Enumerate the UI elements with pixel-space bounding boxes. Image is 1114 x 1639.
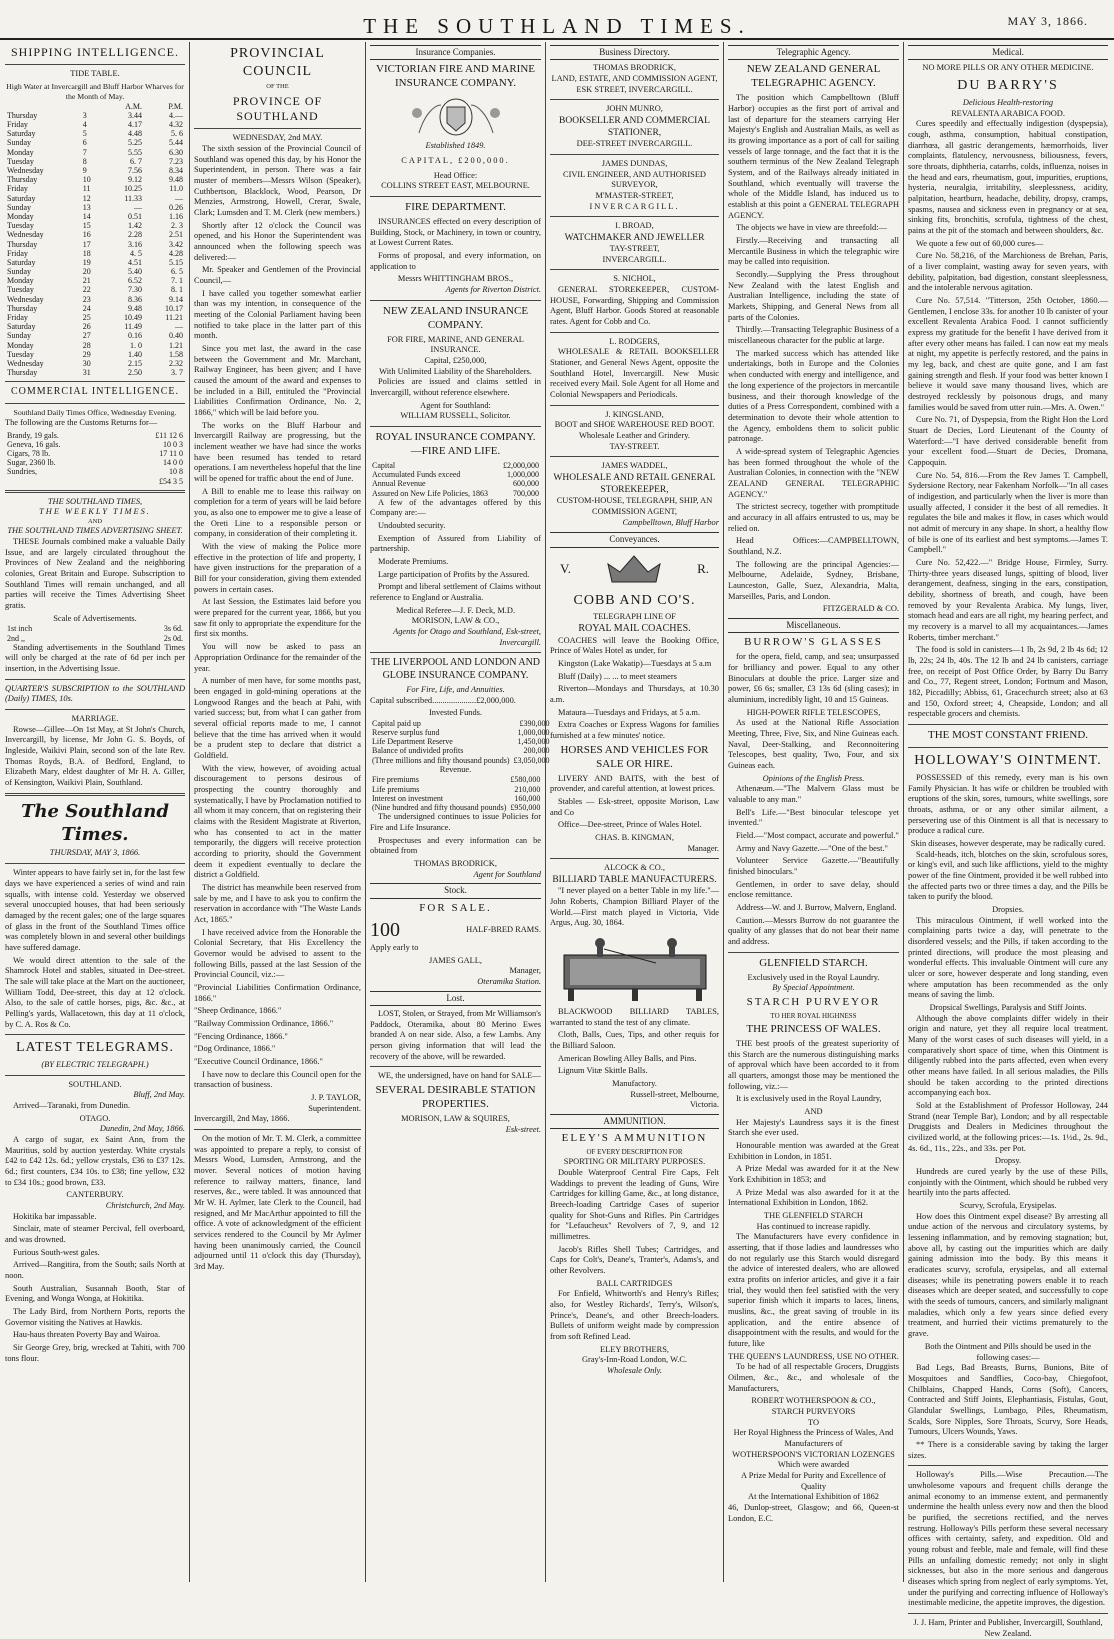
agency-paragraph: Thirdly.—Transacting Telegraphic Business of a miscellaneous character for the public at large. [728,325,899,346]
for-sale-title: FOR SALE. [419,901,492,914]
tide-row: Sunday 6 5.25 5.44 [7,138,183,148]
telegram-item: South Australian, Susannah Booth, Star of Evening, and Wonga Wonga, at Hokitika. [5,1283,185,1304]
advantage-item: Exemption of Assured from Liability of partnership. [370,533,541,554]
telegram-item: Hau-haus threaten Poverty Bay and Wairoa. [13,1330,161,1340]
horses-title: HORSES AND VEHICLES FOR SALE OR HIRE. [560,743,709,770]
column-rule [903,42,904,1582]
telegraphic-body [728,93,899,602]
ammunition-section: AMMUNITION. [550,1114,719,1129]
cure-testimonial: Cure No. 54, 816.—From the Rev James T. Campbell, Sydersione Rectory, near Fakenham Norfolk—"In all cases of indigestion, and particularly when the liver is more than usually affected, I consider it the best of all remedies. It regulates the bile and makes it flow, in cases which would not admit of mercury in any shape. In short, a healthy flow of bile is one of its earliest and best symptoms.—James T. Campbell." [908,470,1108,555]
telegraphic-title: NEW ZEALAND GENERAL TELEGRAPHIC AGENCY. [746,63,881,90]
listing-broad: I. BROAD, WATCHMAKER AND JEWELLER TAY-STREET, INVERCARGILL. [564,221,705,264]
tide-row: Friday 25 10.49 11.21 [7,313,183,322]
column-insurance: Insurance Companies. VICTORIAN FIRE AND MARINE INSURANCE COMPANY. Established 1849. CAPITAL, £200,000. Head Office: COLLINS STREET EAST, MELBOURNE. FIRE DEPARTMENT. INSURANCES effected on every description of Building, Stock, or Machinery, in town or country, at Lowest Current Rates. Forms of proposal, and every information, on application to Messrs WHITTINGHAM BROS., Agents for Riverton District. NEW ZEALAND INSURANCE COMPANY. FOR FIRE, MARINE, AND GENERAL INSURANCE. Capital, £250,000, With Unlimited Liability of the Shareholders. Policies are issued and claims settled in Invercargill, without reference elsewhere. Agent for Southland: WILLIAM RUSSELL, Solicitor. ROYAL INSURANCE COMPANY.—FIRE AND LIFE. Capital £2,000,000 Accumulated Funds exceed 1,000,000 Annual Revenue 600,000 Assured on New Life Policies, 1863 700,000 A few of the advantages offered by this Company are:— Undoubted security. Exemption of Assured from Liability of partnership. Moderate Premiums. Large participation of Profits by the Assured. Prompt and liberal settlement of Claims without reference to England or Australia. Medical Referee—J. F. Deck, M.D. MORISON, LAW & CO., Agents for Otago and Southland, Esk-street, Invercargill. THE LIVERPOOL AND LONDON AND GLOBE INSURANCE COMPANY. For Fire, Life, and Annuities. Capital subscribed.....................£2,000,000. Invested Funds. Capital paid up £390,000 Reserve surplus fund 1,000,000 Life Department Reserve 1,450,000 Balance of undivided profits 200,000 (Three millions and fifty thousand pounds) £3,050,000 Revenue. Fire premiums £580,000 Life premiums 210,000 Interest on investment 160,000 (Nine hundred and fifty thousand pounds) £950,000 The undersigned continues to issue Policies for Fire and Life Insurance. Prospectuses and every information can be obtained from THOMAS BRODRICK, Agent for Southland Stock. FOR SALE. 100 HALF-BRED RAMS. Apply early to JAMES GALL, Manager, Oteramika Station. Lost. LOST, Stolen, or Strayed, from Mr Williamson's Paddock, Oteramika, about 80 Merino Ewes branded A on near side. Also, a few Lambs. Any person giving information that will lead the recovery of the above, will be rewarded. WE, the undersigned, have on hand for SALE— SEVERAL DESIRABLE STATION PROPERTIES. MORISON, LAW & SQUIRES, Esk-street. [370,47,550,1134]
royal-row: Assured on New Life Policies, 1863 700,000 [372,488,539,498]
revenue-row: Interest on investment 160,000 [372,793,541,803]
telegram-item: The Lady Bird, from Northern Ports, reports the Governor visiting the Natives at Hawkis. [5,1307,185,1327]
station-title: SEVERAL DESIRABLE STATION PROPERTIES. [375,1084,536,1111]
speech-paragraph: Mr. Speaker and Gentlemen of the Provincial Council,— [194,265,361,285]
customs-total: £54 3 5 [159,476,183,486]
shipping-heading: SHIPPING INTELLIGENCE. [11,45,179,59]
coach-schedule-item: Kingston (Lake Wakatip)—Tuesdays at 5 a.m [558,659,712,669]
listing-munro: JOHN MUNRO, BOOKSELLER AND COMMERCIAL STATIONER, DEE-STREET INVERCARGILL. [559,104,710,149]
cure-testimonial: Cure No. 52,422.—" Bridge House, Firmley, Surry. Thirty-three years diseased lungs, spitting of blood, liver derangement, deafness, singing in the ears, constipation, debility, shortness of breath, and cough, have been removed by your Revalenta Arabica. My lungs, liver, stomach head and ears are all right, my hearing perfect, and my recovery is a marvel to all my acquaintances.—James Roberts, timber merchant." [908,558,1108,642]
column-council: PROVINCIAL COUNCIL OF THE PROVINCE OF SOUTHLAND WEDNESDAY, 2nd MAY. The sixth session of the Provincial Council of Southland was opened this day, by his Honor the Superintendent, in person. There was a fair muster of members—Messrs Wilson (Speaker), Cuthbertson, Blacklock, Wood, Pearson, Dr Menzies, Armstrong, Howell, Crerar, Swale, Clark; Lumsden and T. M. Clerk (new members.) Shortly after 12 o'clock the Council was opened, and his Honor the Superintendent was announced when the following speech was delivered:— Mr. Speaker and Gentlemen of the Provincial Council,— I have called you together somewhat earlier than was my intention, in consequence of the meeting of the Colonial Parliament having been notified to take place in the latter part of this month. Since you met last, the award in the case between the Government and Mr. Marchant, Railway Engineer, has been given; and I have caused the amount of the award and expenses to be included in a Bill, entituled the "Provincial Liabilities Confirmation Ordinance, No. 2, 1866," which will be laid before you. The works on the Bluff Harbour and Invercargill Railway are progressing, but the inclement weather we have had since the works have been resumed has tended to retard operations. I am nevertheless hopeful that the line will be opened for traffic about the end of June. A Bill to enable me to lease this railway on completion for a term of years will be laid before you, as also one to empower me to give a lease of the Oreti Line to a responsible person or company, in consideration of their completing it. With the view of making the Police more effective in the protection of life and property, I have given instructions for the preparation of a Bill for your consideration, giving them extended powers in certain cases. At last Session, the Estimates laid before you were prepared for the current year, 1866, but you saw fit only to appropriate the expenditure for the first six months. You will now be asked to pass an Appropriation Ordinance for the remainder of the year. A number of men have, for some months past, been engaged in gold-mining operations at the Longwood Ranges and the beach at Pahi, with varied success; but, from what I can gather from several official reports made to me, I cannot believe that the time has arrived when it would be a prudent step to declare that district a Goldfield. With the view, however, of avoiding actual discouragement to persons desirous of prospecting the country thoroughly and systematically, I have by Proclamation notified to all whom it may concern, that on registering their claims with the Resident Magistrate at Riverton, who has consented to act in the matter temporarily, the diggers will receive protection according to priority, should the Government deem it expedient eventually to declare the district a Goldfield. The district has meanwhile been reserved from sale by me, and I have to ask you to confirm the reservation in accordance with "The Waste Lands Act, 1865." I have received advice from the Honorable the Colonial Secretary, that His Excellency the Governor would be advised to assent to the following Bills, passed at the last Session of the Provincial Council, viz.:— "Provincial Liabilities Confirmation Ordinance, 1866." "Sheep Ordinance, 1866." "Railway Commission Ordinance, 1866." "Fencing Ordinance, 1866." "Dog Ordinance, 1866." "Executive Council Ordinance, 1866." I have now to declare this Council open for the transaction of business. J. P. TAYLOR, Superintendent. Invercargill, 2nd May, 1866. On the motion of Mr. T. M. Clerk, a committee was appointed to prepare a reply, to consist of Messrs Wood, Lumsden, Armstrong, and the mover. Several notices of motion having reference to railway matters, finance, land reserves, &c., were tabled. It was announced that Mr W. H. Aylmer, late Clerk to the Council, had resigned, and Mr MacArthur appointed to fill the office. A vote of acknowledgment of the efficient services rendered to the Council by Mr Aylmer having been unanimously carried, the Council adjourned until 11 o'clock this day (Thursday), 3rd May. [194,46,361,1272]
princess-of-wales: THE PRINCESS OF WALES. [746,1022,881,1035]
masthead [0,0,1114,40]
customs-row: Sugar, 2360 lb. 14 0 0 [7,458,183,468]
customs-row: Sundries, 10 8 [7,467,183,477]
speech-paragraph: Shortly after 12 o'clock the Council was opened, and his Honor the Superintendent was announced when the following speech was delivered:— [194,220,361,262]
funds-row: Balance of undivided profits 200,000 [372,746,550,756]
coach-schedule-item: Riverton—Mondays and Thursdays, at 10.30 a.m. [550,684,719,705]
column-telegraphic: Telegraphic Agency. NEW ZEALAND GENERAL TELEGRAPHIC AGENCY. The position which Campbelltown (Bluff Harbor) occupies as the first port of arrival and last of departure for the steamers carrying Her Majesty's English and Australian Mails, as well as its growing importance as a port of call for sailing vessels of large tonnage, and the fact that it is the southern terminus of the New Zealand Telegraph System, and of the Railways already initiated in Southland, which eventually will traverse the whole of the Middle Island, has induced us to establish at this point a GENERAL TELEGRAPH AGENCY. The objects we have in view are threefold:— Firstly.—Receiving and transacting all Mercantile Business in which the telegraphic wire may be called into requisition. Secondly.—Supplying the Press throughout New Zealand with the latest English and Australian Intelligence, including the state of Markets, Shipping, and General News from all parts of the Colonies. Thirdly.—Transacting Telegraphic Business of a miscellaneous character for the public at large. The marked success which has attended like undertakings, both in Europe and the Colonies when conducted with energy and intelligence, and the long experience of the projectors in mercantile business, and their thorough knowledge of the duties of a Press Correspondent, combined with a determination to devote their whole attention to the Agency, emboldens them to solicit public patronage. A wide-spread system of Telegraphic Agencies has been formed throughout the whole of the Australian Colonies, in connection with the "NEW ZEALAND GENERAL TELEGRAPHIC AGENCY." The strictest secrecy, together with promptitude and accuracy in all affairs entrusted to us, may be relied on. Head Offices:—CAMPBELLTOWN, Southland, N.Z. The following are the principal Agencies:—Melbourne, Adelaide, Sydney, Brisbane, Launceston, Galle, Suez, Alexandria, Malta, Marseilles, Paris, and London. FITZGERALD & CO. Miscellaneous. BURROW'S GLASSES for the opera, field, camp, and sea; unsurpassed for brilliancy and power. Equal to any other Binoculars at double the price. Larger size and power, £6 6s; smaller, £3 13s 6d (sling cases); in aluminium, incredibly light, 10 and 15 Guineas. HIGH-POWER RIFLE TELESCOPES, As used at the National Rifle Association Meeting, Three, Five, Six, and Nine Guineas each. Naval, Deer-Stalking, and Reconnoitering Telescopes, best quality, Two, Four, and six Guineas each. Opinions of the English Press. Athenæum.—"The Malvern Glass must be valuable to any man." Bell's Life.—"Best binocular telescope yet invented." Field.—"Most compact, accurate and powerful." Army and Navy Gazette.—"One of the best." Volunteer Service Gazette.—"Beautifully finished binoculars." Gentlemen, in order to save delay, should enclose remittance. Address—W. and J. Burrow, Malvern, England. Caution.—Messrs Burrow do not guarantee the quality of any glasses that do not bear their name and address. GLENFIELD STARCH. Exclusively used in the Royal Laundry. By Special Appointment. STARCH PURVEYOR TO HER ROYAL HIGHNESS THE PRINCESS OF WALES. THE best proofs of the greatest superiority of this Starch are the numerous distinguishing marks of approval which have been accorded to it from all quarters, amongst those may be mentioned the following, viz.:— It is exclusively used in the Royal Laundry, AND Her Majesty's Laundress says it is the finest Starch she ever used. Honourable mention was awarded at the Great Exhibition in London, in 1851. A Prize Medal was awarded for it at the New York Exhibition in 1853; and A Prize Medal was also awarded for it at the International Exhibition in London, 1862. THE GLENFIELD STARCH Has continued to increase rapidly. The Manufacturers have every confidence in asserting, that if those ladies and laundresses who do not regularly use this Starch would disregard the advice of interested dealers, who are allowed extra profits on inferior articles, and give it a fair trial, they would then feel satisfied with the very superior finish which it imparts to laces, linens, muslins, &c., the great saving of trouble in its application, and the entire absence of disappointment with the results, and would for the future, like THE QUEEN'S LAUNDRESS, USE NO OTHER. To be had of all respectable Grocers, Druggists Oilmen, &c., &c., and wholesale of the Manufacturers, ROBERT WOTHERSPOON & CO., STARCH PURVEYORS TO Her Royal Highness the Princess of Wales, And Manufacturers of WOTHERSPOON'S VICTORIAN LOZENGES Which were awarded A Prize Medal for Purity and Excellence of Quality At the International Exhibition of 1862 46, Dunlop-street, Glasgow; and 66, Queen-st London, E.C. [728,47,899,1523]
agency-paragraph: Secondly.—Supplying the Press throughout New Zealand with the latest English and Australian Intelligence, including the state of Markets, Shipping, and General News from all parts of the Colonies. [728,270,899,322]
speech-paragraph: At last Session, the Estimates laid before you were prepared for the current year, 1866, but you saw fit only to appropriate the expenditure for the first six months. [194,597,361,639]
no-more-pills: NO MORE PILLS OR ANY OTHER MEDICINE. [922,63,1094,73]
tide-row: Thursday 17 3.16 3.42 [7,239,183,249]
tide-row: Tuesday 29 1.40 1.58 [7,349,183,359]
miscellaneous-section: Miscellaneous. [728,618,899,633]
tide-row: Thursday 24 9.48 10.17 [7,303,183,313]
customs-table [5,431,185,486]
tide-row: Saturday 12 11.33 — [7,193,183,203]
holloway-title: HOLLOWAY'S OINTMENT. [914,753,1102,769]
marriage-heading: MARRIAGE. [71,714,119,724]
speech-paragraph: With the view of making the Police more effective in the protection of life and property, I have given instructions for the preparation of a Bill for your consideration, giving them extended powers in certain cases. [194,542,361,594]
agency-paragraph: The marked success which has attended like undertakings, both in Europe and the Colonies when conducted with energy and intelligence, and the long experience of the projectors in mercantile business, and their thorough knowledge of the duties of a Press Correspondent, combined with a determination to devote their whole attention to the Agency, emboldens them to solicit public patronage. [728,348,899,444]
revenue-row: (Nine hundred and fifty thousand pounds) £950,000 [372,803,541,813]
tide-row: Monday 7 5.55 6.30 [7,147,183,157]
telegram-item: Arrived—Rangitira, from the South; sails North at noon. [5,1260,185,1281]
directory-section: Business Directory. [550,45,719,60]
bill-item: "Fencing Ordinance, 1866." [194,1031,288,1041]
commercial-intro: The following are the Customs Returns for— [5,417,158,427]
listing-nichol: S. NICHOL, GENERAL STOREKEEPER, CUSTOM-HOUSE, Forwarding, Shipping and Commission Agent, Bluff Harbor. Goods Stored at reasonable rates. Agent for Cobb and Co. [550,274,719,327]
marriage-notice: Rowse—Gillee—On 1st May, at St John's Church, Invercargill, by license, Mr John G. S. Boyds, of Ingleside, Waikivi Plain, second son of the late Rev. Thomas Royds, B.A. of Bedford, England, to Elizabeth Mary, eldest daughter of Mr H. A. Giller, of Kensington, Waikivi Plain, Southland. [5,724,185,788]
tide-row: Thursday 10 9.12 9.48 [7,175,183,185]
tide-row: Wednesday 23 8.36 9.14 [7,294,183,304]
council-date: WEDNESDAY, 2nd MAY. [232,133,323,143]
funds-row: Reserve surplus fund 1,000,000 [372,728,550,738]
eley-title: ELEY'S AMMUNITION [561,1132,708,1145]
agency-paragraph: Firstly.—Receiving and transacting all Mercantile Business in which the telegraphic wire may be called into requisition. [728,236,899,267]
agency-paragraph: The position which Campbelltown (Bluff Harbor) occupies as the first port of arrival and last of departure for the steamers carrying Her Majesty's English and Australian Mails, as well as its growing importance as a port of call for sailing vessels of large tonnage, and the fact that it is the southern terminus of the New Zealand Telegraph System, and of the Railways already initiated in Southland, which eventually will traverse the whole of the Middle Island, has induced us to establish at this point a GENERAL TELEGRAPH AGENCY. [728,93,899,220]
tide-row: Friday 4 4.17 4.32 [7,120,183,130]
coat-of-arms-icon [391,93,521,139]
telegram-item: Sir George Grey, brig, wrecked at Tahiti, with 700 tons flour. [5,1343,185,1363]
tide-row: Monday 28 1. 0 1.21 [7,340,183,350]
advantage-item: Moderate Premiums. [378,557,449,567]
province-heading: PROVINCE OF SOUTHLAND [232,93,323,124]
listing-waddel: JAMES WADDEL, WHOLESALE AND RETAIL GENERAL STOREKEEPER, CUSTOM-HOUSE, TELEGRAPH, SHIP, AN COMMISSION AGENT, Campbelltown, Bluff Harbor [553,461,719,527]
agency-paragraph: Head Offices:—CAMPBELLTOWN, Southland, N.Z. [728,536,899,556]
bill-item: "Railway Commission Ordinance, 1866." [194,1019,334,1028]
tide-row: Tuesday 22 7.30 8. 1 [7,285,183,295]
telegram-item: Sinclair, mate of steamer Percival, fell overboard, and was drowned. [5,1224,185,1245]
tide-subtitle: High Water at Invercargill and Bluff Harbor Wharves for the Month of May. [6,81,184,101]
tide-row: Thursday 3 3.44 4.— [7,110,183,120]
telegram-item: Hokitika bar impassable. [13,1211,97,1221]
scale-row: 2nd ,, 2s 0d. [7,633,183,643]
du-barry-title: DU BARRY'S [957,78,1059,94]
speech-paragraph: The works on the Bluff Harbour and Invercargill Railway are progressing, but the inclement weather we have had since the works have been resumed has tended to retard operations. I am nevertheless hopeful that the line will be opened for traffic about the end of June. [194,420,361,484]
conveyances-section: Conveyances. [550,532,719,547]
press-opinion: Army and Navy Gazette.—"One of the best." [736,843,888,853]
bill-item: "Dog Ordinance, 1866." [194,1044,276,1054]
lost-notice: LOST, Stolen, or Strayed, from Mr Williamson's Paddock, Oteramika, about 80 Merino Ewes branded A on near side. Also, a few Lambs. Any person giving information that will lead the recovery of the above, will be rewarded. [370,1009,541,1061]
papers-title-2: THE WEEKLY TIMES. [39,507,151,517]
speech-paragraph: I have called you together somewhat earlier than was my intention, in consequence of the meeting of the Colonial Parliament having been notified to take place in the latter part of this month. [194,288,361,341]
burrow-title: BURROW'S GLASSES [744,636,883,649]
tide-row: Monday 14 0.51 1.16 [7,211,183,221]
revenue-row: Fire premiums £580,000 [372,775,541,785]
tide-row: Saturday 5 4.48 5. 6 [7,129,183,139]
bill-item: "Sheep Ordinance, 1866." [194,1006,282,1016]
starch-title: GLENFIELD STARCH. [759,956,868,969]
signature: J. P. TAYLOR, [311,1093,361,1103]
tide-heading: TIDE TABLE. [70,69,120,79]
tide-row: Sunday 27 0.16 0.40 [7,331,183,341]
press-opinion: Bell's Life.—"Best binocular telescope yet invented." [728,807,899,828]
editorial-2: We would direct attention to the sale of the Shamrock Hotel and stables, situated in Dee-street. The sale will take place at the Mart on the auctioneer, William Todd, Dee-street, this day at 12 o'clock. Also, to the sale of cattle horses, pigs, &c. &c., at Pelling's yards, Wallacetown, this day at 11 o'clock, by C. A. Ros & Co. [5,955,185,1029]
tide-row: Tuesday 8 6. 7 7.23 [7,156,183,166]
printer-imprint: J. J. Ham, Printer and Publisher, Invercargill, Southland, New Zealand. [913,1617,1103,1638]
tide-row: Friday 11 10.25 11.0 [7,184,183,194]
medical-section: Medical. [908,45,1108,60]
speech-paragraph: With the view, however, of avoiding actual discouragement to persons desirous of prospecting the country thoroughly and systematically, I have by Proclamation notified to all whom it may concern, that on registering their claims with the Resident Magistrate at Riverton, who has consented to act in the matter temporarily, the diggers will receive protection according to priority, should the Government deem it expedient eventually to declare the district a Goldfield. [194,763,361,880]
speech-paragraph: The sixth session of the Provincial Council of Southland was opened this day, by his Honor the Superintendent, in person. There was a fair muster of members—Messrs Wilson (Speaker), Cuthbertson, Blacklock, Wood, Pearson, Dr Menzies, Armstrong, Howell, Crerar, Swale, Clark; Lumsden and T. M. Clerk (new members.) [194,143,361,217]
billiard-table-illustration [560,933,710,1003]
listing-brodrick: THOMAS BRODRICK, LAND, ESTATE, AND COMMISSION AGENT, ESK STREET, INVERCARGILL. [551,63,718,94]
victorian-fire-title: VICTORIAN FIRE AND MARINE INSURANCE COMPANY. [376,63,535,90]
coach-schedule-item: Mataura—Tuesdays and Fridays, at 5 a.m. [558,707,701,717]
royal-row: Annual Revenue 600,000 [372,479,539,489]
tide-row: Sunday 13 — 0.26 [7,202,183,212]
holloway-pills: Holloway's Pills.—Wise Precaution.—The unwholesome vapours and frequent chills derange the animal economy to an immense extent, and permanently undermine the health unless every now and then the blood be purified, the secretions rectified, and the nerves restrung. Holloway's Pills perform these several necessary offices with certainty, safety, and expedition. Old and young robust and feeble, male and female, will find these Pills an unfailing domestic remedy; not only in slight sicknesses, but also in the more serious and dangerous diseases which spring from neglect of early symptoms. Yet, under the purifying and correcting influence of Holloway's inestimable medicine, the appetite improves, the digestion. [908,1470,1108,1608]
press-opinion: Athenæum.—"The Malvern Glass must be valuable to any man." [728,784,899,805]
council-heading: PROVINCIAL COUNCIL [230,46,325,79]
papers-title-3: THE SOUTHLAND TIMES ADVERTISING SHEET. [7,526,183,536]
paper-date: THURSDAY, MAY 3, 1866. [49,848,141,858]
column-medical: Medical. NO MORE PILLS OR ANY OTHER MEDICINE. DU BARRY'S Delicious Health-restoring REVALENTA ARABICA FOOD. Cures speedily and effectually indigestion (dyspepsia), cough, asthma, consumption, habitual constipation, diarrhœa, all gastric derangements, hæmorrhoids, liver complaints, flatulency, nervousness, biliousness, fevers, sore throats, diphtheria, catarrhs, colds, influenza, noises in the head and ears, rheumatism, gout, impurities, eruptions, hysteria, neuralgia, irritability, sleeplessness, acidity, palpitation, heartburn, headache, debility, dropsy, cramps, spasms, nausea and sickness even in pregnancy or at sea, sinking fits, bronchitis, scrofula, tightness of the chest, pains at the pit of the stomach and between shoulders, &c. We quote a few out of 60,000 cures— Cure No. 58,216, of the Marchioness de Brehan, Paris, of a liver complaint, wasting away for seven years, with debility, palpitation, bad digestion, constant sleeplessness, and the intolerable nervous agitation. Cure No. 57,514. "Titterson, 25th October, 1860.—Gentlemen, I enclose 33s. for another 10 lb canister of your excellent Revalenta Arabica Food. I cannot sufficiently express my gratitude for the benefit I have derived from it after every other means has failed. I can now eat my meals at night, my appetite is perfectly restored, and the pains in my leg, back, and chest are quite gone, and I am fast gaining strength and flesh. If your food was better known I believe it would save many thousand lives, which are destroyed recklessly by poisonous drugs, and many families would be saved from utter ruin.—Mrs. A. Owen." Cure No. 71, of Dyspepsia, from the Right Hon the Lord Stuart de Decies, Lord Lieutenant of the County of Waterford:—"I have derived considerable benefit from your excellent food.—Stuart de Decies, Dromana, Cappoquin. Cure No. 54, 816.—From the Rev James T. Campbell, Sydersione Rectory, near Fakenham Norfolk—"In all cases of indigestion, and particularly when the liver is more than usually affected, I consider it the best of all remedies. It regulates the bile and makes it flow, in cases which would not admit of mercury in any shape. In short, a healthy flow of bile is one of its earliest and best symptoms.—James T. Campbell." Cure No. 52,422.—" Bridge House, Firmley, Surry. Thirty-three years diseased lungs, spitting of blood, liver derangement, deafness, singing in the ears, constipation, debility, shortness of breath, and cough, have been removed by your Revalenta Arabica. My lungs, liver, stomach head and ears are all right, my hearing perfect, and my recovery is a marvel to all my acquaintances.—James Roberts, timber merchant." The food is sold in canisters—1 lb, 2s 9d, 2 lb 4s 6d; 12 lb, 22s; 24 lb, 40s. The 12 lb and 24 lb canisters, carriage free, on receipt of Post Office Order, by Barry Du Barry and Co., 77, Regent street, London; Fortnum and Mason, 182, Piccadilly; Abbiss, 61, Gracechurch street; also at 63 and 150, Oxford street; 4, Cheapside, London; and all respectable grocers and chemists. THE MOST CONSTANT FRIEND. HOLLOWAY'S OINTMENT. POSSESSED of this remedy, every man is his own Family Physician. It has wife or children be troubled with eruptions of the skin, sores, tumours, white swellings, sore throats, asthma, or or any other similar ailment, a persevering use of this Ointment is all that is necessary to produce a radical cure. Skin diseases, however desperate, may be radically cured. Scald-heads, itch, blotches on the skin, scrofulous sores, or king's evil, and such like afflictions, yield to the mighty power of the fine Ointment, provided it be well rubbed into the affected parts two or three times a day, and the Pills be taken to purify the blood. Dropsies. This miraculous Ointment, if well worked into the complaining parts twice a day, will penetrate to the disordered vessels; and the Pills, if taken according to the printed directions, will produce the most pleasing and wonderful effects. This invaluable Ointment will cure any ulcer or sore, however desperate and long standing, even where amputation has been recommended as the only means of saving the limb. Dropsical Swellings, Paralysis and Stiff Joints. Although the above complaints differ widely in their origin and nature, yet they all require local treatment. Many of the worst cases of such diseases will yield, in a comparatively short space of time, when this Ointment is diligently rubbed into the parts affected, even when every other means have failed. In all serious maladies, the Pills should be taken according to the printed directions accompanying each box. Sold at the Establishment of Professor Holloway, 244 Strand (near Temple Bar), London; and by all respectable Druggists and Dealers in Medicines throughout the civilized world, at the following prices:—1s. 1½d., 2s. 9d., 4s. 6d., 11s., 22s., and 33s. per Pot. Dropsy. Hundreds are cured yearly by the use of these Pills, conjointly with the Ointment, which should be rubbed very heartily into the parts affected. Scurvy, Scrofula, Erysipelas. How does this Ointment expel disease? By arresting all undue action of the nervous and circulatory systems, by lessening inflammation, and by removing stagnation; but, above all, by casting out the impurities which are daily gaining admission into the body. By this means it eradicates scurvy, scrofula, erysipelas, and all external diseases; while its penetrating powers enable it to reach diseases which are deeper seated, and successfully to cope with the seeds of tumours, cancers, and similarly malignant maladies, which only a few years since defied every treatment, and hurried their victims prematurely to the grave. Both the Ointment and Pills should be used in the following cases:— Bad Legs, Bad Breasts, Burns, Bunions, Bite of Mosquitoes and Sandflies, Coco-bay, Chiegofoot, Chilblains, Chapped Hands, Corns (Soft), Cancers, Contracted and Stiff Joints, Elephantiasis, Fistulas, Gout, Glandular Swellings, Lumbago, Piles, Rheumatism, Scalds, Sore Nipples, Sore Throats, Scurvy, Sore Heads, Tumours, Ulcers Wounds, Yaws. ** There is a considerable saving by taking the larger sizes. Holloway's Pills.—Wise Precaution.—The unwholesome vapours and frequent chills derange the animal economy to an immense extent, and permanently undermine the health unless every now and then the blood be purified, the secretions rectified, and the nerves restrung. Holloway's Pills perform these several necessary offices with certainty, safety, and expedition. Old and young robust and feeble, male and female, will find these Pills an unfailing domestic remedy; not only in slight sicknesses, but also in the more serious and dangerous diseases which spring from neglect of early symptoms. Yet, under the purifying and correcting influence of Holloway's inestimable medicine, the appetite improves, the digestion. J. J. Ham, Printer and Publisher, Invercargill, Southland, New Zealand. [908,47,1108,1638]
customs-row: Cigars, 78 lb. 17 11 0 [7,448,183,458]
council-bills [194,983,361,1068]
press-opinion: Volunteer Service Gazette.—"Beautifully finished binoculars." [728,856,899,877]
bill-item: "Executive Council Ordinance, 1866." [194,1057,323,1067]
cure-testimonial: Cure No. 58,216, of the Marchioness de Brehan, Paris, of a liver complaint, wasting away for seven years, with debility, palpitation, bad digestion, constant sleeplessness, and the intolerable nervous agitation. [908,251,1108,293]
coach-schedule-item: Extra Coaches or Express Wagons for families furnished at a few minutes' notice. [550,720,719,741]
customs-row: Brandy, 19 gals. £11 12 6 [7,430,183,440]
listing-rodgers: L. RODGERS, WHOLESALE & RETAIL BOOKSELLER Stationer, and General News Agent, opposite the Southland Hotel, Invercargill. New Music received every Mail. Sole Agent for all Home and Colonial Newspapers and Periodicals. [550,336,719,400]
agency-paragraph: A wide-spread system of Telegraphic Agencies has been formed throughout the whole of the Australian Colonies, in connection with the "NEW ZEALAND GENERAL TELEGRAPHIC AGENCY." [728,446,899,499]
agency-paragraph: The strictest secrecy, together with promptitude and accuracy in all affairs entrusted to us, may be relied on. [728,502,899,533]
council-speech [194,144,361,981]
royal-insurance-title: ROYAL INSURANCE COMPANY.—FIRE AND LIFE. [375,431,536,457]
column-rule [189,42,190,1582]
liverpool-funds [370,719,552,765]
column-directory: Business Directory. THOMAS BRODRICK, LAND, ESTATE, AND COMMISSION AGENT, ESK STREET, INVERCARGILL. JOHN MUNRO, BOOKSELLER AND COMMERCIAL STATIONER, DEE-STREET INVERCARGILL. JAMES DUNDAS, CIVIL ENGINEER, AND AUTHORISED SURVEYOR, M'MASTER-STREET, INVERCARGILL. I. BROAD, WATCHMAKER AND JEWELLER TAY-STREET, INVERCARGILL. S. NICHOL, GENERAL STOREKEEPER, CUSTOM-HOUSE, Forwarding, Shipping and Commission Agent, Bluff Harbor. Goods Stored at reasonable rates. Agent for Cobb and Co. L. RODGERS, WHOLESALE & RETAIL BOOKSELLER Stationer, and General News Agent, opposite the Southland Hotel, Invercargill. New Music received every Mail. Sole Agent for all Home and Colonial Newspapers and Periodicals. J. KINGSLAND, BOOT and SHOE WAREHOUSE RED BOOT. Wholesale Leather and Grindery. TAY-STREET. JAMES WADDEL, WHOLESALE AND RETAIL GENERAL STOREKEEPER, CUSTOM-HOUSE, TELEGRAPH, SHIP, AN COMMISSION AGENT, Campbelltown, Bluff Harbor Conveyances. V. R. COBB AND CO'S. TELEGRAPH LINE OF ROYAL MAIL COACHES. COACHES will leave the Booking Office, Prince of Wales Hotel as under, for Kingston (Lake Wakatip)—Tuesdays at 5 a.m Bluff (Daily) ... ... to meet steamers Riverton—Mondays and Thursdays, at 10.30 a.m. Mataura—Tuesdays and Fridays, at 5 a.m. Extra Coaches or Express Wagons for families furnished at a few minutes' notice. HORSES AND VEHICLES FOR SALE OR HIRE. LIVERY AND BAITS, with the best of provender, and careful attention, at lowest prices. Stables — Esk-street, opposite Morison, Law and Co Office—Dee-street, Prince of Wales Hotel. CHAS. B. KINGMAN, Manager. ALCOCK & CO., BILLIARD TABLE MANUFACTURERS. "I never played on a better Table in my life."—John Roberts, Champion Billiard Player of the World.—First match played in Victoria, Vide Argus, Aug. 30, 1864. BLACKWOOD BILLIARD TABLES, warranted to stand the test of any climate. Cloth, Balls, Cues, Tips, and other requis for the Billiard Saloon. American Bowling Alley Balls, and Pins. Lignum Vitæ Skittle Balls. Manufactory. Russell-street, Melbourne, Victoria. AMMUNITION. ELEY'S AMMUNITION OF EVERY DESCRIPTION FOR SPORTING OR MILITARY PURPOSES. Double Waterproof Central Fire Caps, Felt Waddings to prevent the leading of Guns, Wire Cartridges for killing Game, &c., at long distance, Breech-loading Cartridge Cases of superior quality for Shot-Guns and Rifles. Pin Cartridges for "Lefaucheux" Revolvers of 7, 9, and 12 millimetres. Jacob's Rifles Shell Tubes; Cartridges, and Caps for Colt's, Deane's, Tranter's, Adams's, and other Revolvers. BALL CARTRIDGES For Enfield, Whitworth's and Henry's Rifles; also, for Westley Richards', Terry's, Wilson's, Prince's, Deane's, and other Breech-loaders. Bullets of uniform weight made by compression from soft Refined Lead. ELEY BROTHERS, Gray's-Inn-Road London, W.C. Wholesale Only. [550,47,719,1375]
telegrams-heading: LATEST TELEGRAMS. [15,1040,175,1056]
column-rule [723,42,724,1582]
editorial-1: Winter appears to have fairly set in, for the last few days we have experienced a series of wind and rain squalls, with intense cold. Yesterday we observed several unoccupied houses, that had been seriously damaged by the recent gales; one of the large squares of glass in the front of the Southland Times office was completely blown in and several other buildings have suffered damage. [5,868,185,952]
speech-paragraph: A Bill to enable me to lease this railway on completion for a term of years will be laid before you, as also one to empower me to give a lease of the Oreti Line to a responsible person or company, in consideration of their completing it. [194,486,361,539]
telegrams-subtitle: (BY ELECTRIC TELEGRAPH.) [41,1060,149,1069]
tide-row: Monday 21 6.52 7. 1 [7,276,183,286]
tide-table: A.M. P.M. Thursday 3 3.44 4.— Friday 4 4.17 4.32 Saturday 5 4.48 5. 6 Sunday 6 5.25 5.44 Monday 7 5.55 6.30 Tuesday 8 6. 7 7.23 Wednesday 9 7.56 8.34 Thursday 10 9.12 9.48 Friday 11 10.25 11.0 Saturday 12 11.33 — Sunday 13 — 0.26 Monday 14 0.51 1.16 Tuesday 15 1.42 2. 3 Wednesday 16 2.28 2.51 Thursday 17 3.16 3.42 Friday 18 4. 5 4.28 Saturday 19 4.51 5.15 Sunday 20 5.40 6. 5 Monday 21 6.52 7. 1 Tuesday 22 7.30 8. 1 Wednesday 23 8.36 9.14 Thursday 24 9.48 10.17 Friday 25 10.49 11.21 Saturday 26 11.49 — Sunday 27 0.16 0.40 Monday 28 1. 0 1.21 Tuesday 29 1.40 1.58 Wednesday 30 2.15 2.32 Thursday 31 2.50 3. 7 [7,101,183,378]
speech-paragraph: I have received advice from the Honorable the Colonial Secretary, that His Excellency the Governor would be advised to assent to the following Bills, passed at the last Session of the Provincial Council, viz.:— [194,927,361,980]
papers-body: THESE Journals combined make a valuable Daily Issue, and are largely circulated throughout the Provinces of New Zealand and the neighboring colonies, Great Britain and Europe. Subscription to Southland Times will remain unchanged, and all parties will receive the Times Advertising Sheet gratis. [5,536,185,610]
scale-row: 1st inch 3s 6d. [7,624,183,634]
column-rule [545,42,546,1582]
commercial-office: Southland Daily Times Office, Wednesday Evening. [13,408,177,417]
funds-row: (Three millions and fifty thousand pounds) £3,050,000 [372,755,550,765]
telegram-item: Furious South-west gales. [13,1247,100,1257]
column-shipping: SHIPPING INTELLIGENCE. TIDE TABLE. High Water at Invercargill and Bluff Harbor Wharves for the Month of May. A.M. P.M. Thursday 3 3.44 4.— Friday 4 4.17 4.32 Saturday 5 4.48 5. 6 Sunday 6 5.25 5.44 Monday 7 5.55 6.30 Tuesday 8 6. 7 7.23 Wednesday 9 7.56 8.34 Thursday 10 9.12 9.48 Friday 11 10.25 11.0 Saturday 12 11.33 — Sunday 13 — 0.26 Monday 14 0.51 1.16 Tuesday 15 1.42 2. 3 Wednesday 16 2.28 2.51 Thursday 17 3.16 3.42 Friday 18 4. 5 4.28 Saturday 19 4.51 5.15 Sunday 20 5.40 6. 5 Monday 21 6.52 7. 1 Tuesday 22 7.30 8. 1 Wednesday 23 8.36 9.14 Thursday 24 9.48 10.17 Friday 25 10.49 11.21 Saturday 26 11.49 — Sunday 27 0.16 0.40 Monday 28 1. 0 1.21 Tuesday 29 1.40 1.58 Wednesday 30 2.15 2.32 Thursday 31 2.50 3. 7 COMMERCIAL INTELLIGENCE. Southland Daily Times Office, Wednesday Evening. The following are the Customs Returns for— Brandy, 19 gals. £11 12 6 Geneva, 16 gals. 10 0 3 Cigars, 78 lb. 17 11 0 Sugar, 2360 lb. 14 0 0 Sundries, 10 8 £54 3 5 THE SOUTHLAND TIMES, THE WEEKLY TIMES. AND THE SOUTHLAND TIMES ADVERTISING SHEET. THESE Journals combined make a valuable Daily Issue, and are largely circulated throughout the Provinces of New Zealand and the neighboring colonies, Great Britain and Europe. Subscription to Southland Times will remain unchanged, and all parties will receive the Times Advertising Sheet gratis. Scale of Advertisements. 1st inch 3s 6d. 2nd ,, 2s 0d. Standing advertisements in the Southland Times will only be charged at the rate of 6d per inch per insertion, in the Advertising Issue. QUARTER'S SUBSCRIPTION to the SOUTHLAND (Daily) TIMES, 10s. MARRIAGE. Rowse—Gillee—On 1st May, at St John's Church, Invercargill, by license, Mr John G. S. Boyds, of Ingleside, Waikivi Plain, second son of the late Rev. Thomas Royds, B.A. of Bedford, England, to Elizabeth Mary, eldest daughter of Mr H. A. Giller, of Kensington, Waikivi Plain, Southland. The Southland Times. THURSDAY, MAY 3, 1866. Winter appears to have fairly set in, for the last few days we have experienced a series of wind and rain squalls, with intense cold. Yesterday we observed several unoccupied houses, that had been seriously damaged by the recent gales; one of the large squares of glass in the front of the Southland Times office was completely blown in and several other buildings have suffered damage. We would direct attention to the sale of the Shamrock Hotel and stables, situated in Dee-street. The sale will take place at the Mart on the auctioneer, William Todd, Dee-street, this day at 12 o'clock. Also, to the sale of cattle horses, pigs, &c. &c., at Pelling's yards, Wallacetown, this day at 11 o'clock, by C. A. Ros & Co. LATEST TELEGRAMS. (BY ELECTRIC TELEGRAPH.) SOUTHLAND. Bluff, 2nd May. Arrived—Taranaki, from Dunedin. OTAGO. Dunedin, 2nd May, 1866. A cargo of sugar, ex Saint Ann, from the Mauritius, sold by auction yesterday. White crystals £42 to £42 12s. 6d.; yellow crystals, £36 to £37 12s. 6d.; first counters, £34 10s. to £38; fine yellow, £32 to £34 10s.; good brown, £33. CANTERBURY. Christchurch, 2nd May. Hokitika bar impassable. Sinclair, mate of steamer Percival, fell overboard, and was drowned. Furious South-west gales. Arrived—Rangitira, from the South; sails North at noon. South Australian, Susannah Booth, Star of Evening, and Wonga Wonga, at Hokitika. The Lady Bird, from Northern Ports, reports the Governor visiting the Natives at Hawkis. Hau-haus threaten Poverty Bay and Wairoa. Sir George Grey, brig, wrecked at Tahiti, with 700 tons flour. [5,45,185,1363]
fire-dept-title: FIRE DEPARTMENT. [405,201,506,214]
royal-row: Accumulated Funds exceed 1,000,000 [372,470,539,480]
advantage-item: Prompt and liberal settlement of Claims without reference to England or Australia. [370,582,541,603]
tide-row: Sunday 20 5.40 6. 5 [7,267,183,277]
funds-row: Capital paid up £390,000 [372,718,550,728]
commercial-heading: COMMERCIAL INTELLIGENCE. [10,386,180,398]
council-motion: On the motion of Mr. T. M. Clerk, a committee was appointed to prepare a reply, to consist of Messrs Wood, Lumsden, Armstrong, and the mover. Several notices of motion having reference to railway matters, finance, land reserves, &c., were tabled. It was announced that Mr W. H. Aylmer, late Clerk to the Council, had resigned, and Mr MacArthur appointed to fill the office. A vote of acknowledgment of the efficient services rendered to the Council by Mr Aylmer having been unanimously carried, the Council adjourned until 11 o'clock this day (Thursday), 3rd May. [194,1134,361,1272]
speech-paragraph: The district has meanwhile been reserved from sale by me, and I have to ask you to confirm the reservation in accordance with "The Waste Lands Act, 1865." [194,882,361,924]
scale-table [5,624,185,642]
issue-date: MAY 3, 1866. [1007,14,1088,28]
advantage-item: Undoubted security. [378,521,446,531]
tide-row: Saturday 19 4.51 5.15 [7,257,183,267]
speech-paragraph: A number of men have, for some months past, been engaged in gold-mining operations at the Longwood Ranges and the beach at Pahi, with varied success; but, from what I can gather from several official reports made to me, I cannot believe that the time has arrived when it would be a prudent step to declare that district a Goldfield. [194,676,361,760]
tide-row: Wednesday 16 2.28 2.51 [7,230,183,240]
quarter-subscription: QUARTER'S SUBSCRIPTION to the SOUTHLAND (Daily) TIMES, 10s. [5,683,185,704]
cure-testimonial: The food is sold in canisters—1 lb, 2s 9d, 2 lb 4s 6d; 12 lb, 22s; 24 lb, 40s. The 12 lb and 24 lb canisters, carriage free, on receipt of Post Office Order, by Barry Du Barry and Co., 77, Regent street, London; Fortnum and Mason, 182, Piccadilly; Abbiss, 61, Gracechurch street; also at 63 and 150, Oxford street; 4, Cheapside, London; and all respectable grocers and chemists. [908,645,1108,719]
listing-dundas: JAMES DUNDAS, CIVIL ENGINEER, AND AUTHORISED SURVEYOR, M'MASTER-STREET, INVERCARGILL. [563,158,706,211]
agency-paragraph: The following are the principal Agencies:—Melbourne, Adelaide, Sydney, Brisbane, Launceston, Galle, Suez, Alexandria, Malta, Marseilles, Paris, and London. [728,559,899,601]
tide-row: Wednesday 30 2.15 2.32 [7,358,183,368]
newspaper-title: THE SOUTHLAND TIMES. [363,14,751,38]
telegraphic-section: Telegraphic Agency. [728,45,899,60]
cobb-title: COBB AND CO'S. [573,592,696,608]
revenue-row: Life premiums 210,000 [372,784,541,794]
cure-testimonial: Cure No. 71, of Dyspepsia, from the Right Hon the Lord Stuart de Decies, Lord Lieutenant of the County of Waterford:—"I have derived considerable benefit from your excellent food.—Stuart de Decies, Dromana, Cappoquin. [908,415,1108,468]
royal-table [370,461,541,498]
stock-section: Stock. [370,883,541,898]
starch-purveyor: STARCH PURVEYOR [746,996,881,1009]
alcock-title: BILLIARD TABLE MANUFACTURERS. [552,875,717,886]
otago-telegram: A cargo of sugar, ex Saint Ann, from the Mauritius, sold by auction yesterday. White crystals £42 to £42 12s. 6d.; yellow crystals, £36 to £37 12s. 6d.; first counters, £34 10s. to £38; fine yellow, £32 to £34 10s.; good brown, £33. [5,1135,185,1187]
constant-friend: THE MOST CONSTANT FRIEND. [927,729,1089,742]
funds-row: Life Department Reserve 1,450,000 [372,737,550,747]
tide-row: Tuesday 15 1.42 2. 3 [7,221,183,231]
liverpool-title: THE LIVERPOOL AND LONDON AND GLOBE INSURANCE COMPANY. [370,657,541,682]
advantage-item: Large participation of Profits by the Assured. [378,569,530,579]
speech-paragraph: You will now be asked to pass an Appropriation Ordinance for the remainder of the year. [194,642,361,673]
cure-testimonial: Cure No. 57,514. "Titterson, 25th October, 1860.—Gentlemen, I enclose 33s. for another 10 lb canister of your excellent Revalenta Arabica Food. I cannot sufficiently express my gratitude for the benefit I have derived from it after every other means has failed. I can now eat my meals at night, my appetite is perfectly restored, and the pains in my leg, back, and chest are quite gone, and I am fast gaining strength and flesh. If your food was better known I believe it would save many thousand lives, which are destroyed recklessly by poisonous drugs, and many families would be saved from utter ruin.—Mrs. A. Owen." [908,295,1108,412]
listing-kingsland: J. KINGSLAND, BOOT and SHOE WAREHOUSE RED BOOT. Wholesale Leather and Grindery. TAY-STREET. [554,409,715,451]
standing-notice: Standing advertisements in the Southland Times will only be charged at the rate of 6d per inch per insertion, in the Advertising Issue. [5,642,185,674]
tide-row: Thursday 31 2.50 3. 7 [7,368,183,378]
scale-heading: Scale of Advertisements. [53,613,137,623]
lost-section: Lost. [370,991,541,1006]
paper-nameplate: The Southland Times. [21,800,169,845]
insurance-section: Insurance Companies. [370,45,541,60]
bill-item: "Provincial Liabilities Confirmation Ordinance, 1866." [194,982,361,1003]
column-rule [365,42,366,1582]
papers-title-1: THE SOUTHLAND TIMES, [47,496,143,506]
tide-row: Saturday 26 11.49 — [7,322,183,332]
royal-row: Capital £2,000,000 [372,460,539,470]
speech-paragraph: Since you met last, the award in the case between the Government and Mr. Marchant, Railway Engineer, has been given; and I have caused the amount of the award and expenses to be included in a Bill, entituled the "Provincial Liabilities Confirmation Ordinance, No. 2, 1866," which will be laid before you. [194,344,361,418]
press-opinion: Field.—"Most compact, accurate and powerful." [736,831,899,841]
tide-row: Friday 18 4. 5 4.28 [7,248,183,258]
tide-row: Wednesday 9 7.56 8.34 [7,166,183,175]
liverpool-revenue [370,775,542,812]
customs-row: Geneva, 16 gals. 10 0 3 [7,439,183,449]
nz-insurance-title: NEW ZEALAND INSURANCE COMPANY. [382,304,529,331]
royal-mail-emblem: V. R. [560,552,709,588]
coach-schedule-item: Bluff (Daily) ... ... to meet steamers [558,671,677,681]
crown-icon [604,552,664,588]
agency-paragraph: The objects we have in view are threefold:— [736,223,887,233]
